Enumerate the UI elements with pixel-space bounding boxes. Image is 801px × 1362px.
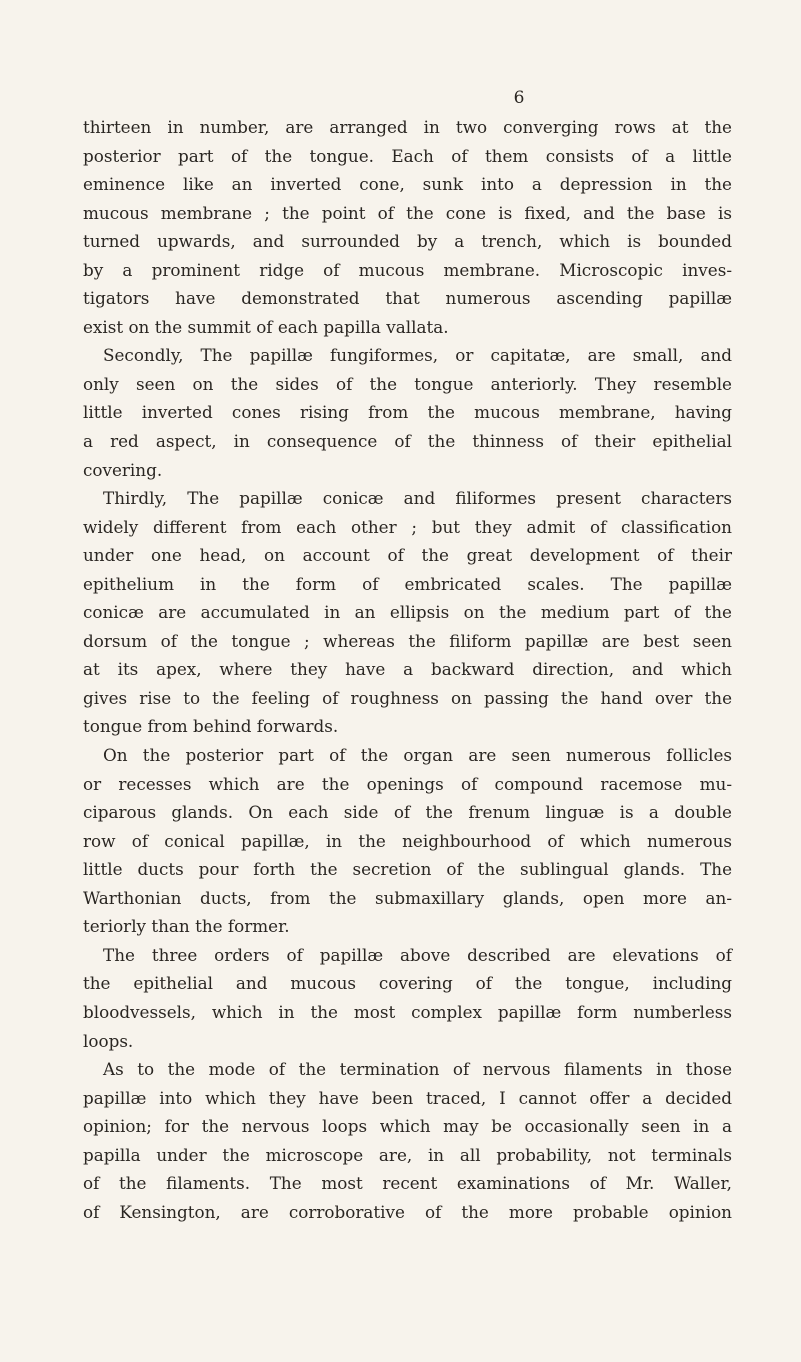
text-line: turned upwards, and surrounded by a trench, which is bounded [83,231,732,252]
text-line: Secondly, The papillæ fungiformes, or capitatæ, are small, and [103,345,732,366]
text-line: mucous membrane ; the point of the cone is fixed, and the base is [83,202,732,223]
text-line: ciparous glands. On each side of the frenum linguæ is a double [83,802,732,823]
text-line: eminence like an inverted cone, sunk into a depression in the [83,174,732,195]
text-line: posterior part of the tongue. Each of them consists of a little [83,145,732,166]
text-line: little ducts pour forth the secretion of the sublingual glands. The [83,859,732,880]
text-line: opinion; for the nervous loops which may be occasionally seen in a [83,1116,732,1137]
text-line: a red aspect, in consequence of the thinness of their epithelial [83,431,732,452]
text-line: thirteen in number, are arranged in two converging rows at the [83,117,732,137]
text-line: exist on the summit of each papilla vallata. [83,316,449,337]
text-line: gives rise to the feeling of roughness on passing the hand over the [83,687,732,708]
text-line: the epithelial and mucous covering of the tongue, including [83,973,732,994]
text-line: Thirdly, The papillæ conicæ and filiformes present characters [103,488,732,509]
text-line: tigators have demonstrated that numerous ascending papillæ [83,288,732,309]
body-text [83,113,732,1226]
text-line: of Kensington, are corroborative of the more probable opinion [83,1201,732,1222]
text-line: by a prominent ridge of mucous membrane. Microscopic inves- [83,259,732,280]
text-line: bloodvessels, which in the most complex papillæ form numberless [83,1001,732,1022]
text-line: covering. [83,459,163,480]
text-line: epithelium in the form of embricated scales. The papillæ [83,573,732,594]
text-line: at its apex, where they have a backward direction, and which [83,659,732,680]
text-line: dorsum of the tongue ; whereas the filiform papillæ are best seen [83,630,732,651]
text-line: loops. [83,1030,134,1051]
text-line: papilla under the microscope are, in all probability, not terminals [83,1144,732,1165]
text-line: or recesses which are the openings of compound racemose mu- [83,773,732,794]
text-line: papillæ into which they have been traced, I cannot offer a decided [83,1087,732,1108]
text-line: Warthonian ducts, from the submaxillary glands, open more an- [83,887,732,908]
text-line: On the posterior part of the organ are seen numerous follicles [103,745,732,766]
page-number: 6 [513,88,526,108]
text-line: row of conical papillæ, in the neighbourhood of which numerous [83,830,732,851]
text-line: tongue from behind forwards. [83,716,339,737]
text-line: under one head, on account of the great development of their [83,545,732,566]
text-line: only seen on the sides of the tongue anteriorly. They resemble [83,373,732,394]
text-line: conicæ are accumulated in an ellipsis on the medium part of the [83,602,732,623]
text-line: As to the mode of the termination of nervous filaments in those [103,1059,732,1080]
text-line: of the filaments. The most recent examinations of Mr. Waller, [83,1173,732,1194]
text-line: little inverted cones rising from the mucous membrane, having [83,402,732,423]
text-line: widely different from each other ; but they admit of classification [83,516,732,537]
text-line: teriorly than the former. [83,916,290,937]
text-line: The three orders of papillæ above described are elevations of [103,944,732,965]
